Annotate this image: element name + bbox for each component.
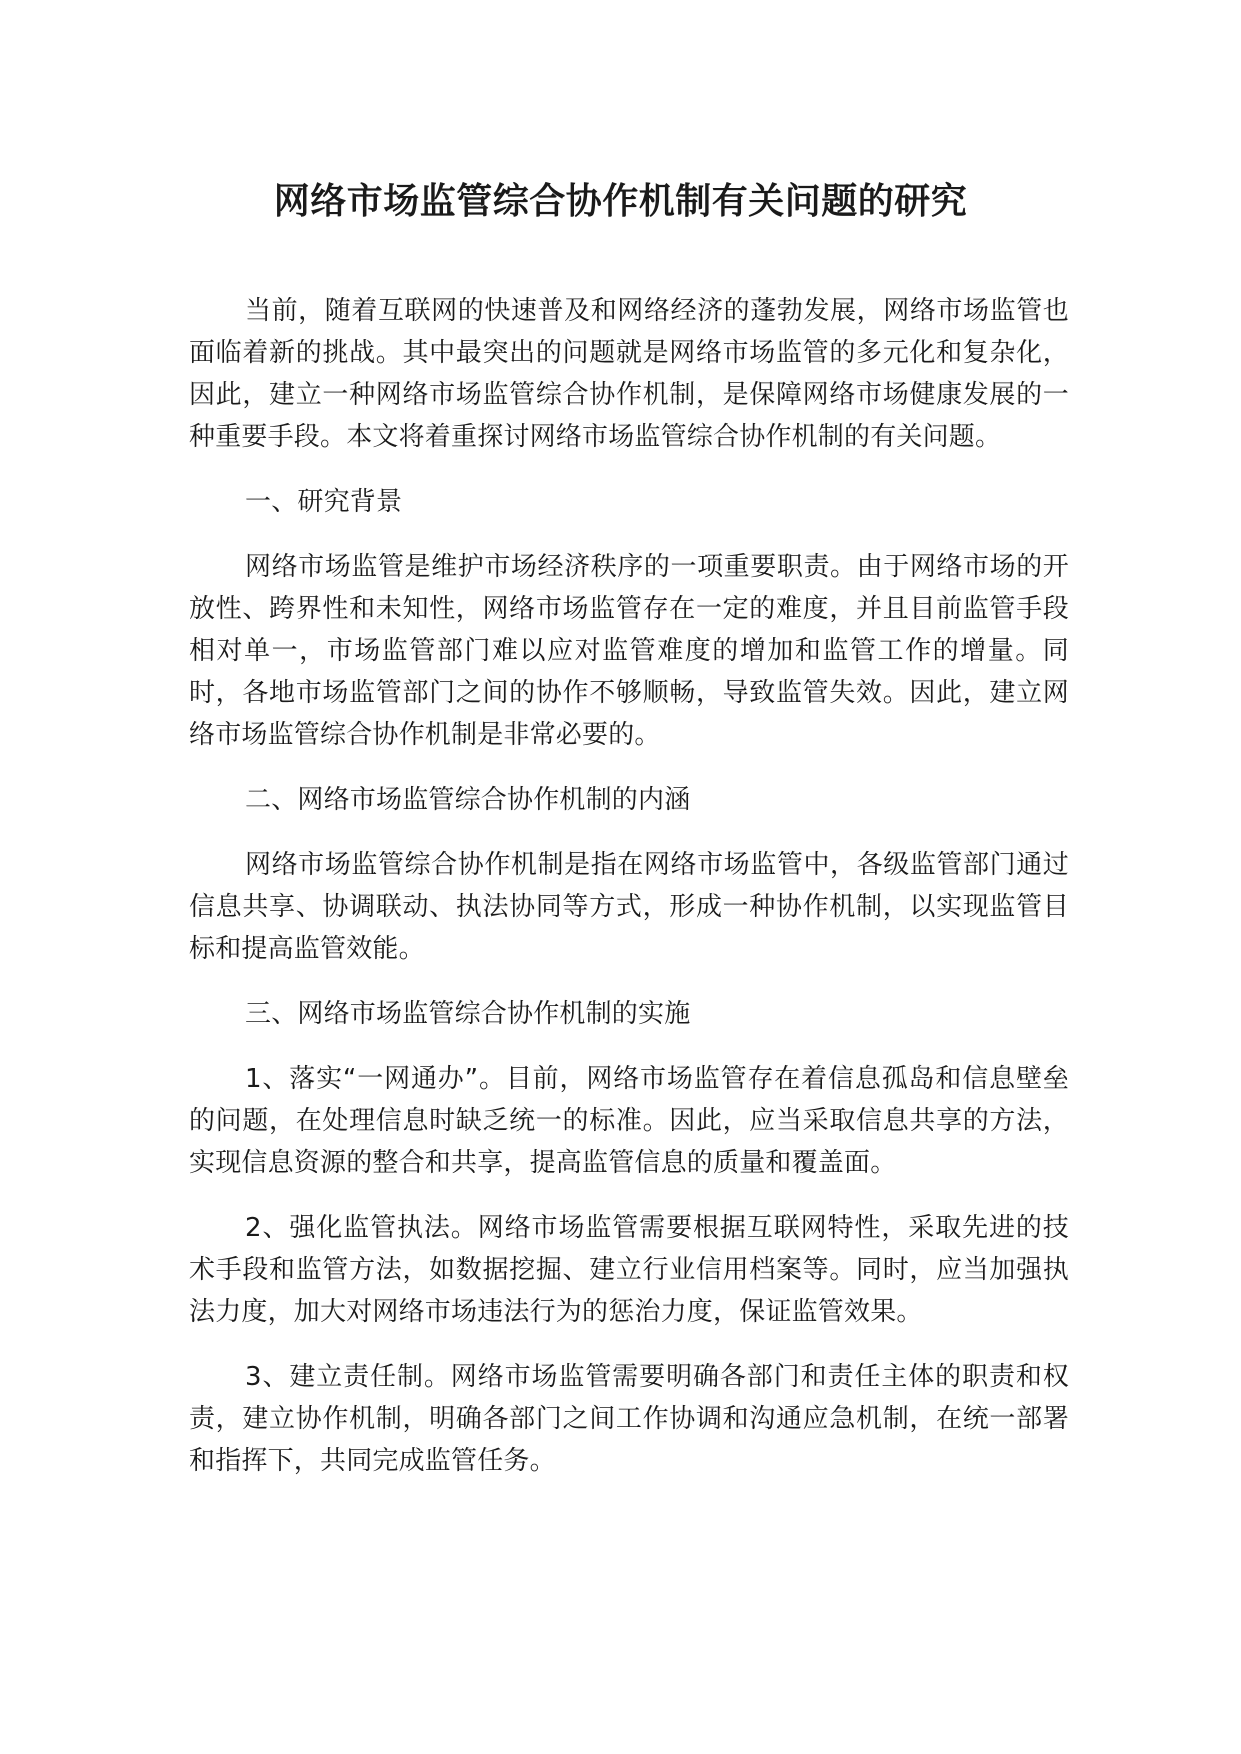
implementation-item-2: 2、强化监管执法。网络市场监管需要根据互联网特性，采取先进的技术手段和监管方法，如数据挖掘、建立行业信用档案等。同时，应当加强执法力度，加大对网络市场违法行为的惩治力度，保证监管效果。 — [189, 1213, 1069, 1327]
intro-paragraph: 当前，随着互联网的快速普及和网络经济的蓬勃发展，网络市场监管也面临着新的挑战。其中最突出的问题就是网络市场监管的多元化和复杂化，因此，建立一种网络市场监管综合协作机制，是保障网络市场健康发展的一种重要手段。本文将着重探讨网络市场监管综合协作机制的有关问题。 — [189, 296, 1069, 452]
connotation-paragraph: 网络市场监管综合协作机制是指在网络市场监管中，各级监管部门通过信息共享、协调联动、执法协同等方式，形成一种协作机制，以实现监管目标和提高监管效能。 — [189, 850, 1069, 964]
background-paragraph: 网络市场监管是维护市场经济秩序的一项重要职责。由于网络市场的开放性、跨界性和未知性，网络市场监管存在一定的难度，并且目前监管手段相对单一，市场监管部门难以应对监管难度的增加和监管工作的增量。同时，各地市场监管部门之间的协作不够顺畅，导致监管失效。因此，建立网络市场监管综合协作机制是非常必要的。 — [189, 552, 1069, 750]
document-title: 网络市场监管综合协作机制有关问题的研究 — [273, 181, 968, 222]
section-heading-connotation: 二、网络市场监管综合协作机制的内涵 — [245, 785, 691, 815]
document-body — [189, 290, 1069, 1505]
section-heading-background: 一、研究背景 — [245, 487, 403, 517]
section-heading-implementation: 三、网络市场监管综合协作机制的实施 — [245, 999, 691, 1029]
implementation-item-1: 1、落实“一网通办”。目前，网络市场监管存在着信息孤岛和信息壁垒的问题，在处理信息时缺乏统一的标准。因此，应当采取信息共享的方法，实现信息资源的整合和共享，提高监管信息的质量和覆盖面。 — [189, 1064, 1069, 1178]
implementation-item-3: 3、建立责任制。网络市场监管需要明确各部门和责任主体的职责和权责，建立协作机制，明确各部门之间工作协调和沟通应急机制，在统一部署和指挥下，共同完成监管任务。 — [189, 1362, 1069, 1476]
